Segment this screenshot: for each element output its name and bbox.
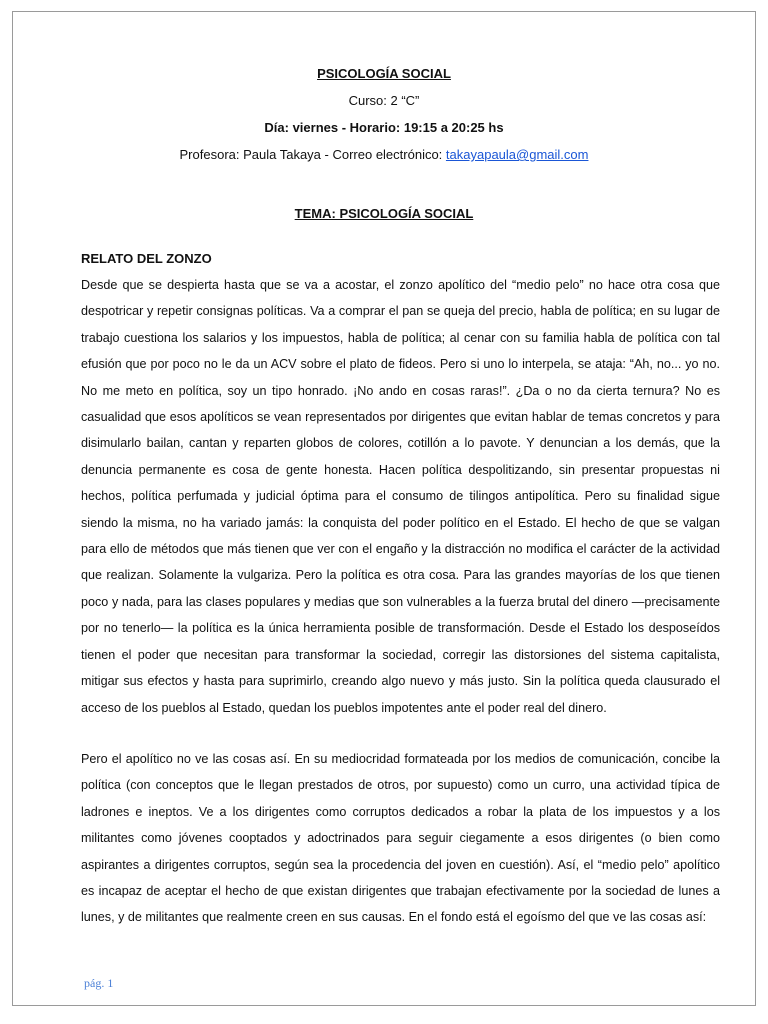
teacher-text: Profesora: Paula Takaya - Correo electrónico: bbox=[179, 147, 446, 162]
section-title: RELATO DEL ZONZO bbox=[81, 251, 212, 266]
page-number: pág. 1 bbox=[84, 976, 114, 990]
topic-heading: TEMA: PSICOLOGÍA SOCIAL bbox=[294, 206, 474, 221]
schedule-line: Día: viernes - Horario: 19:15 a 20:25 hs bbox=[264, 120, 504, 135]
teacher-line bbox=[13, 147, 755, 162]
course-line: Curso: 2 “C” bbox=[348, 93, 420, 108]
document-page bbox=[12, 11, 756, 1006]
document-title: PSICOLOGÍA SOCIAL bbox=[317, 66, 451, 81]
body-paragraph-1: Desde que se despierta hasta que se va a acostar, el zonzo apolítico del “medio pelo” no hace otra cosa que despotricar y repetir consignas políticas. Va a comprar el pan se queja del precio, habla de política; en su lugar de trabajo cuestiona los salarios y los impuestos, habla de política; al cenar con su familia habla de política con tal efusión que por poco no le da un ACV sobre el plato de fideos. Pero si uno lo interpela, se ataja: “Ah, no... yo no. No me meto en política, soy un tipo honrado. ¡No ando en cosas raras!”. ¿Da o no da cierta ternura? No es casualidad que esos apolíticos se vean representados por dirigentes que evitan hablar de temas concretos y para disimularlo bailan, cantan y reparten globos de colores, cotillón a lo pavote. Y denuncian a los demás, que la denuncia permanente es cosa de gente honesta. Hacen política despolitizando, sin presentar propuestas ni hechos, política perfumada y judicial óptima para el consumo de tilingos antipolítica. Pero su finalidad sigue siendo la misma, no ha variado jamás: la conquista del poder político en el Estado. El hecho de que se valgan para ello de métodos que más tienen que ver con el engaño y la distracción no modifica el carácter de la actividad que realizan. Solamente la vulgariza. Pero la política es otra cosa. Para las grandes mayorías de los que tienen poco y nada, para las clases populares y medias que son vulnerables a la fuerza brutal del dinero —precisamente por no tenerlo— la política es la única herramienta posible de transformación. Desde el Estado los desposeídos tienen el poder que necesitan para transformar la sociedad, corregir las distorsiones del sistema capitalista, mitigar sus efectos y hasta para suprimirlo, creando algo nuevo y más justo. Sin la política queda clausurado el acceso de los pueblos al Estado, quedan los pueblos impotentes ante el poder real del dinero. bbox=[81, 278, 720, 715]
body-paragraph-2: Pero el apolítico no ve las cosas así. En su mediocridad formateada por los medios de comunicación, concibe la política (con conceptos que le llegan prestados de otros, por supuesto) como un curro, una actividad típica de ladrones e ineptos. Ve a los dirigentes como corruptos dedicados a robar la plata de los impuestos y a los militantes como jóvenes cooptados y adoctrinados para seguir ciegamente a esos dirigentes (o bien como aspirantes a dirigentes corruptos, según sea la procedencia del joven en cuestión). Así, el “medio pelo” apolítico es incapaz de aceptar el hecho de que existan dirigentes que trabajan efectivamente por la sociedad de lunes a lunes, y de militantes que realmente creen en sus causas. En el fondo está el egoísmo del que ve las cosas así: bbox=[81, 752, 720, 925]
email-link[interactable]: takayapaula@gmail.com bbox=[445, 147, 589, 162]
